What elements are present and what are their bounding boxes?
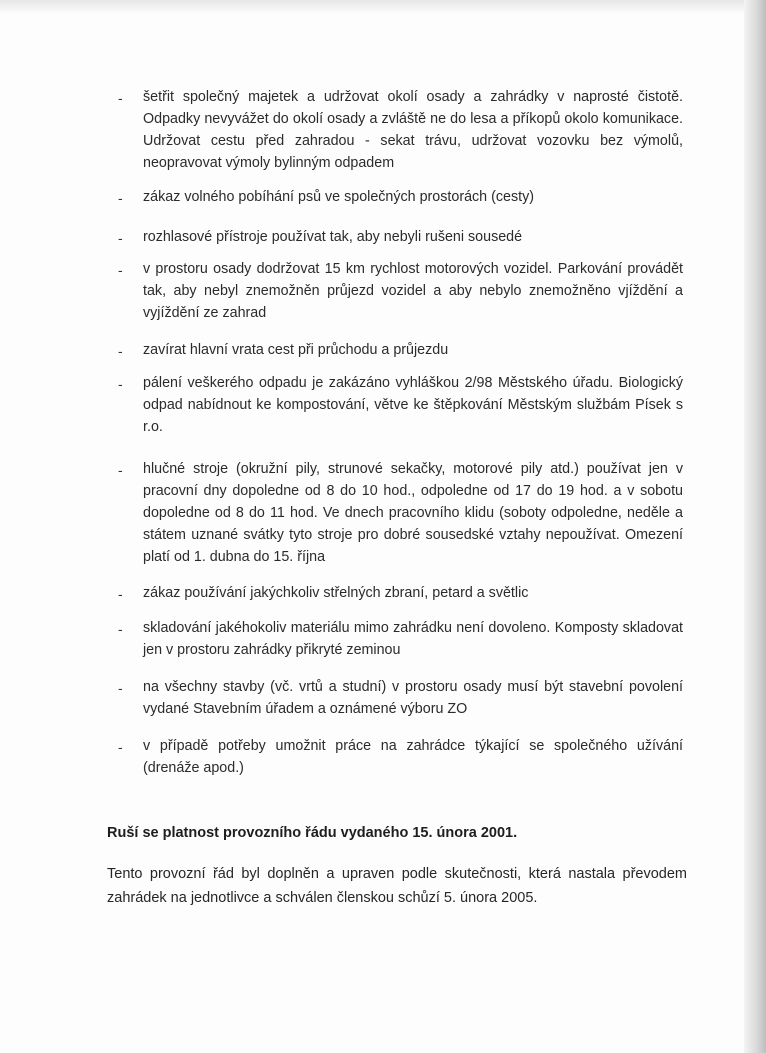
list-item-text: v prostoru osady dodržovat 15 km rychlost motorových vozidel. Parkování provádět tak, aby nebyl znemožněn průjezd vozidel a aby nebylo znemožněno vjíždění a vyjíždění ze zahrad [143,261,683,321]
list-item-text: šetřit společný majetek a udržovat okolí osady a zahrádky v naprosté čistotě. Odpadky nevyvážet do okolí osady a zvláště ne do lesa a příkopů okolo komunikace. Udržovat cestu před zahradou - sekat trávu, udržovat vozovku bez výmolů, neopravovat výmoly bylinným odpadem [143,89,683,171]
list-bullet: - [118,190,123,206]
list-item-text: pálení veškerého odpadu je zakázáno vyhláškou 2/98 Městského úřadu. Biologický odpad nabídnout ke kompostování, větve ke štěpkování Městským službám Písek s r.o. [143,375,683,435]
repeal-statement: Ruší se platnost provozního řádu vydaného 15. února 2001. [107,825,518,841]
list-bullet: - [118,621,123,637]
list-item-text: zavírat hlavní vrata cest při průchodu a průjezdu [143,342,449,358]
list-bullet: - [118,90,123,106]
list-bullet: - [118,262,123,278]
list-bullet: - [118,462,123,478]
list-bullet: - [118,376,123,392]
list-item-text: rozhlasové přístroje používat tak, aby nebyli rušeni sousedé [143,229,523,245]
list-item-text: zákaz používání jakýchkoliv střelných zbraní, petard a světlic [143,585,529,601]
list-bullet: - [118,680,123,696]
scan-right-edge [744,0,766,1053]
scan-top-edge [0,0,766,14]
list-bullet: - [118,739,123,755]
list-bullet: - [118,586,123,602]
list-item-text: hlučné stroje (okružní pily, strunové sekačky, motorové pily atd.) používat jen v pracovní dny dopoledne od 8 do 10 hod., odpoledne od 17 do 19 hod. a v sobotu dopoledne od 8 do 11 hod. Ve dnech pracovního klidu (soboty odpoledne, neděle a státem uznané svátky tyto stroje pro dobré sousedské vztahy nepoužívat. Omezení platí od 1. dubna do 15. října [143,461,683,565]
list-item-text: zákaz volného pobíhání psů ve společných prostorách (cesty) [143,189,535,205]
list-bullet: - [118,230,123,246]
list-bullet: - [118,343,123,359]
closing-paragraph: Tento provozní řád byl doplněn a upraven podle skutečnosti, která nastala převodem zahrádek na jednotlivce a schválen členskou schůzí 5. února 2005. [107,866,687,906]
list-item-text: skladování jakéhokoliv materiálu mimo zahrádku není dovoleno. Komposty skladovat jen v prostoru zahrádky přikryté zeminou [143,620,683,658]
list-item-text: na všechny stavby (vč. vrtů a studní) v prostoru osady musí být stavební povolení vydané Stavebním úřadem a oznámené výboru ZO [143,679,683,717]
list-item-text: v případě potřeby umožnit práce na zahrádce týkající se společného užívání (drenáže apod.) [143,738,683,776]
